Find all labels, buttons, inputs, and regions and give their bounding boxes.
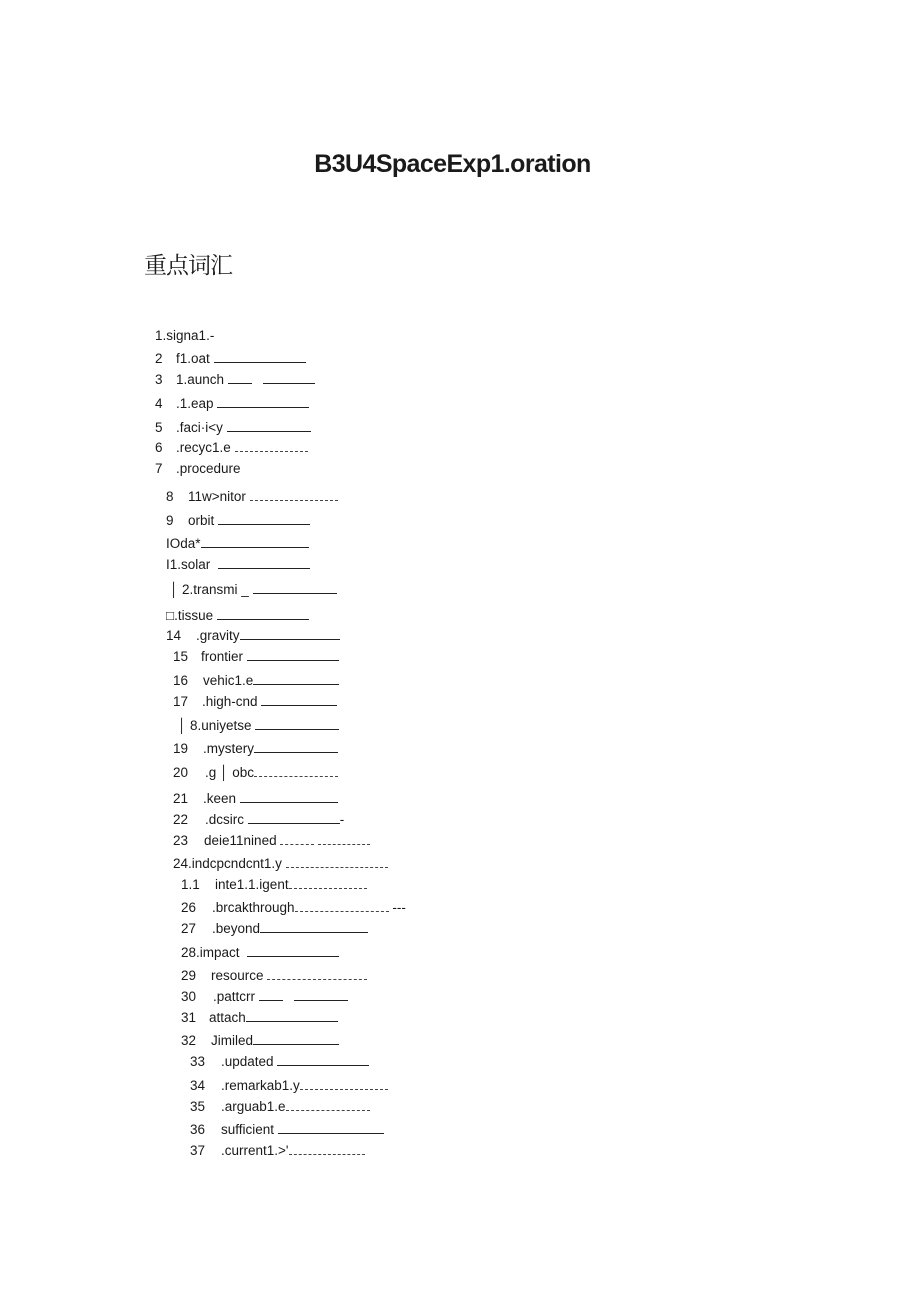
trailing-mark: --- — [392, 900, 406, 915]
item-number: 4 — [155, 396, 163, 411]
item-word: .high-cnd — [202, 694, 258, 709]
item-word: □.tissue — [166, 608, 214, 623]
item-word: orbit — [188, 513, 215, 528]
item-word: .arguab1.e — [221, 1099, 286, 1114]
item-word: .pattcrr — [213, 989, 256, 1004]
item-number: 15 — [173, 649, 189, 664]
item-number: 27 — [181, 921, 197, 936]
item-word: .faci·i<y — [176, 420, 223, 435]
answer-blank[interactable] — [235, 443, 308, 452]
item-number: 34 — [190, 1078, 206, 1093]
list-item — [175, 1124, 365, 1178]
item-number: 32 — [181, 1033, 197, 1048]
item-number: 8 — [166, 489, 174, 504]
item-number: 14 — [166, 628, 182, 643]
item-word: 8.uniyetse — [190, 718, 252, 733]
item-word: 11w>nitor — [188, 489, 246, 504]
item-number: 6 — [155, 440, 163, 455]
item-word: sufficient — [221, 1122, 275, 1137]
item-word: I1.solar — [166, 557, 211, 572]
item-number: 2 — [155, 351, 163, 366]
item-word: attach — [209, 1010, 246, 1025]
item-number: 23 — [173, 833, 189, 848]
item-word: .brcakthrough — [212, 900, 295, 915]
item-word: .mystery — [203, 741, 255, 756]
item-number: 36 — [190, 1122, 206, 1137]
item-number: 1 — [155, 328, 163, 343]
item-number: 5 — [155, 420, 163, 435]
item-word: .keen — [203, 791, 237, 806]
item-number: 20 — [173, 765, 189, 780]
item-word: .recyc1.e — [176, 440, 231, 455]
section-heading: 重点词汇 — [144, 253, 232, 279]
item-number: 3 — [155, 372, 163, 387]
item-word: .remarkab1.y — [221, 1078, 300, 1093]
item-word: 1.aunch — [176, 372, 225, 387]
item-number: 1.1 — [181, 877, 200, 892]
item-word: IOda* — [166, 536, 201, 551]
item-number: 31 — [181, 1010, 197, 1025]
item-word: .procedure — [176, 461, 241, 476]
trailing-mark: - — [339, 812, 345, 827]
item-number: 7 — [155, 461, 163, 476]
item-number: │ — [178, 718, 187, 733]
item-word: .g │ obc — [205, 765, 254, 780]
item-number: 35 — [190, 1099, 206, 1114]
item-number: 33 — [190, 1054, 206, 1069]
item-word: f1.oat — [176, 351, 210, 366]
document-title: B3U4SpaceExp1.oration — [314, 150, 591, 178]
item-number: 26 — [181, 900, 197, 915]
item-word: .updated — [221, 1054, 274, 1069]
item-number: 19 — [173, 741, 189, 756]
item-word: .beyond — [212, 921, 261, 936]
item-word: 2.transmi _ — [182, 582, 249, 597]
item-word: deie11nined — [204, 833, 277, 848]
item-number: 16 — [173, 673, 189, 688]
item-word: 28.impact — [181, 945, 240, 960]
item-word: resource — [211, 968, 264, 983]
item-word: .current1.>' — [221, 1143, 289, 1158]
item-word: vehic1.e — [203, 673, 254, 688]
item-number: 21 — [173, 791, 189, 806]
item-number: 30 — [181, 989, 197, 1004]
answer-blank[interactable] — [289, 1146, 365, 1155]
item-number: 17 — [173, 694, 189, 709]
item-word: frontier — [201, 649, 244, 664]
item-number: 29 — [181, 968, 197, 983]
item-word: 24.indcpcndcnt1.y — [173, 856, 282, 871]
item-word: .1.eap — [176, 396, 214, 411]
item-number: 37 — [190, 1143, 206, 1158]
item-word: .dcsirc — [205, 812, 245, 827]
item-number: 9 — [166, 513, 174, 528]
item-number: │ — [170, 582, 179, 597]
item-number: 22 — [173, 812, 189, 827]
item-word: .signa1.- — [162, 328, 215, 343]
item-word: .gravity — [196, 628, 240, 643]
item-word: Jimiled — [211, 1033, 254, 1048]
item-word: inte1.1.igent — [215, 877, 289, 892]
